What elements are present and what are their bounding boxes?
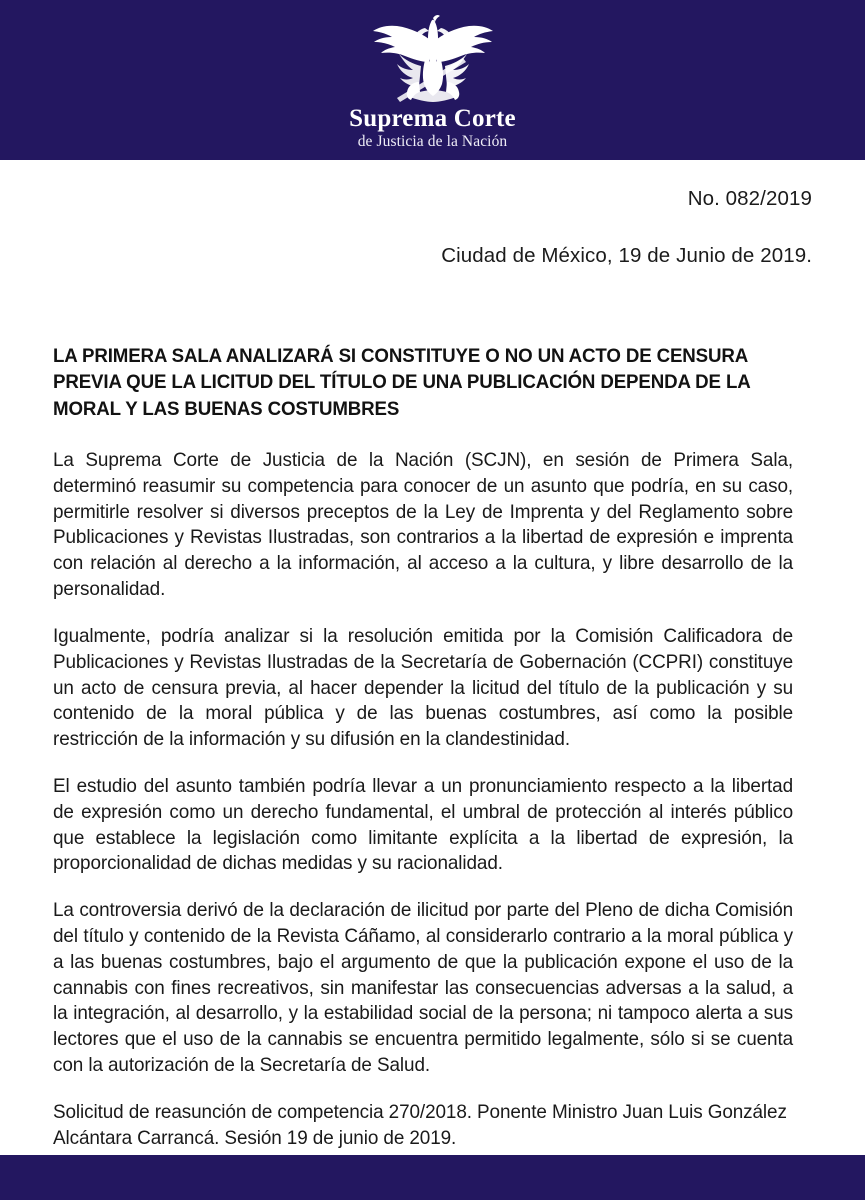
document-footer-band	[0, 1155, 865, 1200]
paragraph: El estudio del asunto también podría llevar a un pronunciamiento respecto a la libertad de expresión como un derecho fundamental, el umbral de protección al interés público que establece la legislación como limitante explícita a la libertad de expresión, la proporcionalidad de dichas medidas y su racionalidad.	[53, 774, 794, 875]
paragraph: La Suprema Corte de Justicia de la Nación (SCJN), en sesión de Primera Sala, determinó reasumir su competencia para conocer de un asunto que podría, en su caso, permitirle resolver si diversos preceptos de la Ley de Imprenta y del Reglamento sobre Publicaciones y Revistas Ilustradas, son contrarios a la libertad de expresión e imprenta con relación al derecho a la información, al acceso a la cultura, y libre desarrollo de la personalidad.	[53, 448, 794, 601]
document-place-and-date: Ciudad de México, 19 de Junio de 2019.	[441, 244, 812, 267]
document-number: No. 082/2019	[687, 187, 812, 210]
institution-subtitle: de Justicia de la Nación	[357, 133, 508, 150]
document-body	[0, 160, 865, 1155]
institution-name: Suprema Corte	[349, 105, 516, 132]
paragraph: Igualmente, podría analizar si la resolución emitida por la Comisión Calificadora de Publicaciones y Revistas Ilustradas de la Secretaría de Gobernación (CCPRI) constituye un acto de censura previa, al hacer depender la licitud del título de la publicación y su contenido de la moral pública y de las buenas costumbres, así como la posible restricción de la información y su difusión en la clandestinidad.	[53, 624, 794, 751]
mexican-eagle-emblem-icon	[367, 12, 499, 104]
page-title: LA PRIMERA SALA ANALIZARÁ SI CONSTITUYE O NO UN ACTO DE CENSURA PREVIA QUE LA LICITUD DEL TÍTULO DE UNA PUBLICACIÓN DEPENDA DE LA MORAL Y LAS BUENAS COSTUMBRES	[53, 345, 750, 420]
case-reference: Solicitud de reasunción de competencia 270/2018. Ponente Ministro Juan Luis González Alcántara Carrancá. Sesión 19 de junio de 2019.	[53, 1100, 787, 1149]
institution-wordmark	[349, 106, 516, 150]
paragraph: La controversia derivó de la declaración de ilicitud por parte del Pleno de dicha Comisión del título y contenido de la Revista Cáñamo, al considerarlo contrario a la moral pública y a las buenas costumbres, bajo el argumento de que la publicación expone el uso de la cannabis con fines recreativos, sin manifestar las consecuencias adversas a la salud, a la integración, al desarrollo, y la estabilidad social de la persona; ni tampoco alerta a sus lectores que el uso de la cannabis se encuentra permitido legalmente, sólo si se cuenta con la autorización de la Secretaría de Salud.	[53, 898, 794, 1077]
document-header-band	[0, 0, 865, 160]
document-meta	[53, 160, 812, 268]
press-release-content	[53, 448, 812, 1152]
